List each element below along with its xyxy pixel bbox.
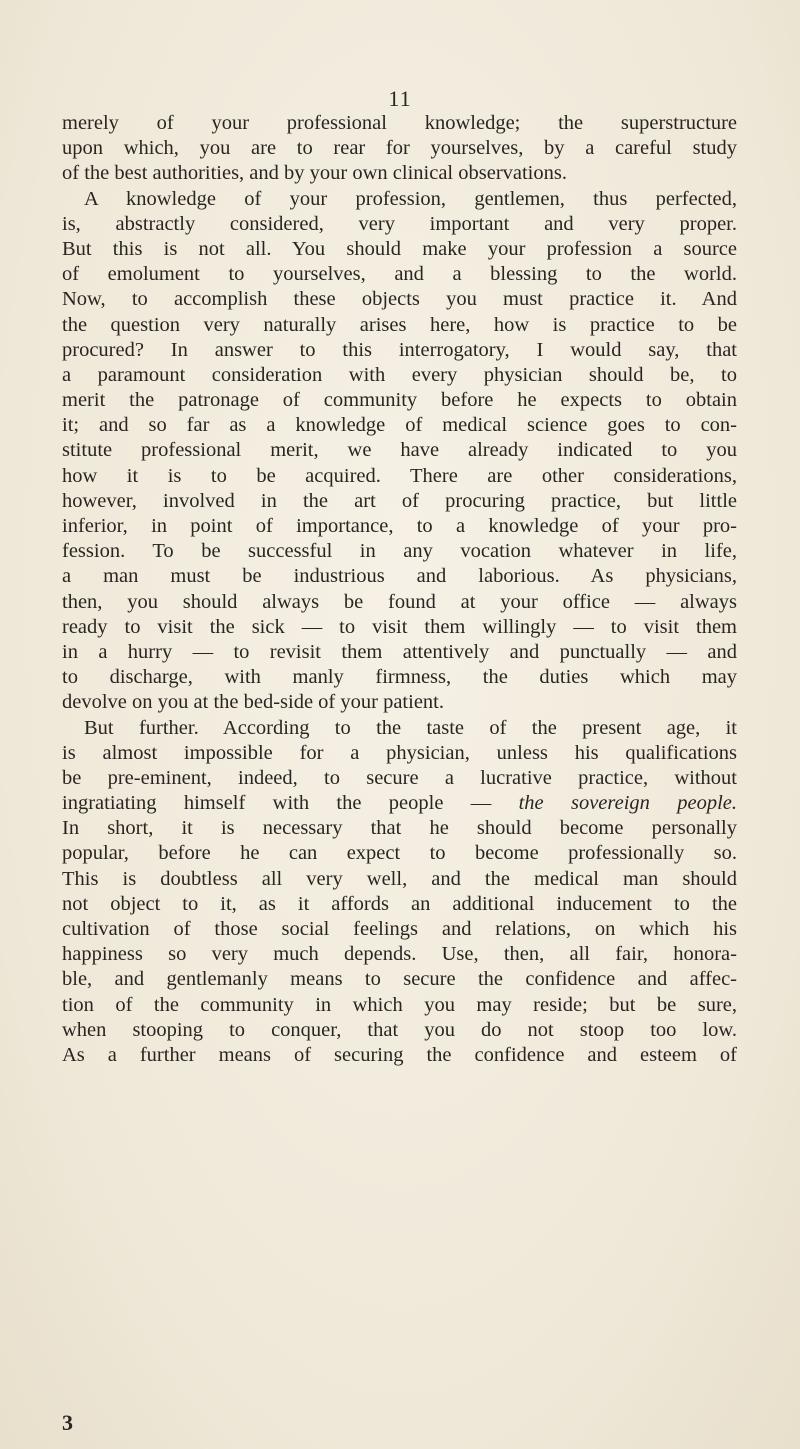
- text-line: [62, 363, 737, 388]
- text-line-content: of the best authorities, and by your own clinical observations.: [62, 162, 567, 185]
- text-line-content: A knowledge of your profession, gentlemen, thus perfected,: [84, 187, 737, 210]
- text-line: [62, 489, 737, 514]
- text-line: [62, 766, 737, 791]
- text-line-content: a man must be industrious and laborious. As physicians,: [62, 565, 737, 588]
- text-line-content: to discharge, with manly firmness, the duties which may: [62, 666, 737, 689]
- text-line-content: popular, before he can expect to become professionally so.: [62, 842, 737, 865]
- text-line-content: merit the patronage of community before he expects to obtain: [62, 389, 737, 412]
- text-line: [62, 187, 737, 212]
- text-line-content: cultivation of those social feelings and relations, on which his: [62, 918, 737, 940]
- text-line: [62, 791, 737, 816]
- text-line-content: ingratiating himself with the people —: [62, 792, 519, 815]
- text-line: [62, 313, 737, 338]
- text-line: [62, 892, 737, 917]
- text-line-content: But further. According to the taste of the present age, it: [84, 716, 737, 739]
- text-line: [62, 338, 737, 363]
- text-line: [62, 287, 737, 312]
- text-line-content: inferior, in point of importance, to a knowledge of your pro-: [62, 515, 737, 537]
- text-line-content: is almost impossible for a physician, unless his qualifications: [62, 741, 737, 764]
- text-line-content: merely of your professional knowledge; the superstructure: [62, 112, 737, 134]
- text-line: [62, 413, 737, 438]
- text-line-content: happiness so very much depends. Use, then, all fair, honora-: [62, 943, 737, 966]
- text-line-content: the question very naturally arises here, how is practice to be: [62, 313, 737, 336]
- text-line: [62, 590, 737, 615]
- text-line-content: when stooping to conquer, that you do not stoop too low.: [62, 1018, 737, 1041]
- text-line-content: however, involved in the art of procuring practice, but little: [62, 489, 737, 512]
- text-line: [62, 690, 737, 715]
- text-line: [62, 640, 737, 665]
- text-line: [62, 665, 737, 690]
- text-line-content: ble, and gentlemanly means to secure the confidence and affec-: [62, 968, 737, 991]
- text-line: [62, 161, 737, 186]
- signature-mark: 3: [62, 1410, 73, 1435]
- text-line-content: fession. To be successful in any vocation whatever in life,: [62, 540, 737, 563]
- text-line: [62, 1043, 737, 1068]
- text-line: [62, 741, 737, 766]
- text-line-content: tion of the community in which you may reside; but be sure,: [62, 993, 737, 1016]
- text-line-italic: the sovereign people.: [518, 792, 737, 815]
- text-line-content: This is doubtless all very well, and the medical man should: [62, 867, 737, 890]
- text-line-content: be pre-eminent, indeed, to secure a lucrative practice, without: [62, 766, 737, 789]
- text-line: [62, 237, 737, 262]
- text-line-content: But this is not all. You should make your profession a source: [62, 237, 737, 260]
- text-line: [62, 212, 737, 237]
- text-line: [62, 388, 737, 413]
- text-line: [62, 438, 737, 463]
- text-line: [62, 464, 737, 489]
- text-line: [62, 867, 737, 892]
- text-line-content: in a hurry — to revisit them attentively and punctually — and: [62, 640, 737, 663]
- text-line-content: stitute professional merit, we have already indicated to you: [62, 439, 737, 462]
- text-line-content: is, abstractly considered, very important and very proper.: [62, 212, 737, 235]
- text-line: [62, 816, 737, 841]
- text-line-content: devolve on you at the bed-side of your patient.: [62, 691, 444, 714]
- text-line: [62, 1018, 737, 1043]
- text-line-content: then, you should always be found at your office — always: [62, 590, 737, 613]
- text-line: [62, 841, 737, 866]
- text-line: [62, 514, 737, 539]
- text-line: [62, 993, 737, 1018]
- text-line-content: of emolument to yourselves, and a blessing to the world.: [62, 263, 737, 286]
- text-line-content: a paramount consideration with every physician should be, to: [62, 363, 737, 386]
- page-number: 11: [388, 86, 412, 111]
- text-line-content: upon which, you are to rear for yourselves, by a careful study: [62, 137, 737, 160]
- text-line: [62, 539, 737, 564]
- text-line-content: procured? In answer to this interrogatory, I would say, that: [62, 338, 737, 361]
- body-text: [62, 111, 737, 1068]
- text-line: [62, 967, 737, 992]
- text-line: [62, 111, 737, 136]
- text-line-content: it; and so far as a knowledge of medical science goes to con-: [62, 414, 737, 437]
- text-line-content: ready to visit the sick — to visit them willingly — to visit them: [62, 615, 737, 638]
- text-line: [62, 262, 737, 287]
- text-line-content: not object to it, as it affords an additional inducement to the: [62, 892, 737, 915]
- text-line-content: As a further means of securing the confidence and esteem of: [62, 1043, 737, 1066]
- text-line-content: how it is to be acquired. There are other considerations,: [62, 464, 737, 487]
- text-line: [62, 917, 737, 942]
- text-line: [62, 136, 737, 161]
- text-line: [62, 564, 737, 589]
- text-line: [62, 942, 737, 967]
- text-line-content: In short, it is necessary that he should become personally: [62, 817, 737, 840]
- text-line: [62, 716, 737, 741]
- text-line-content: Now, to accomplish these objects you must practice it. And: [62, 288, 737, 311]
- text-line: [62, 615, 737, 640]
